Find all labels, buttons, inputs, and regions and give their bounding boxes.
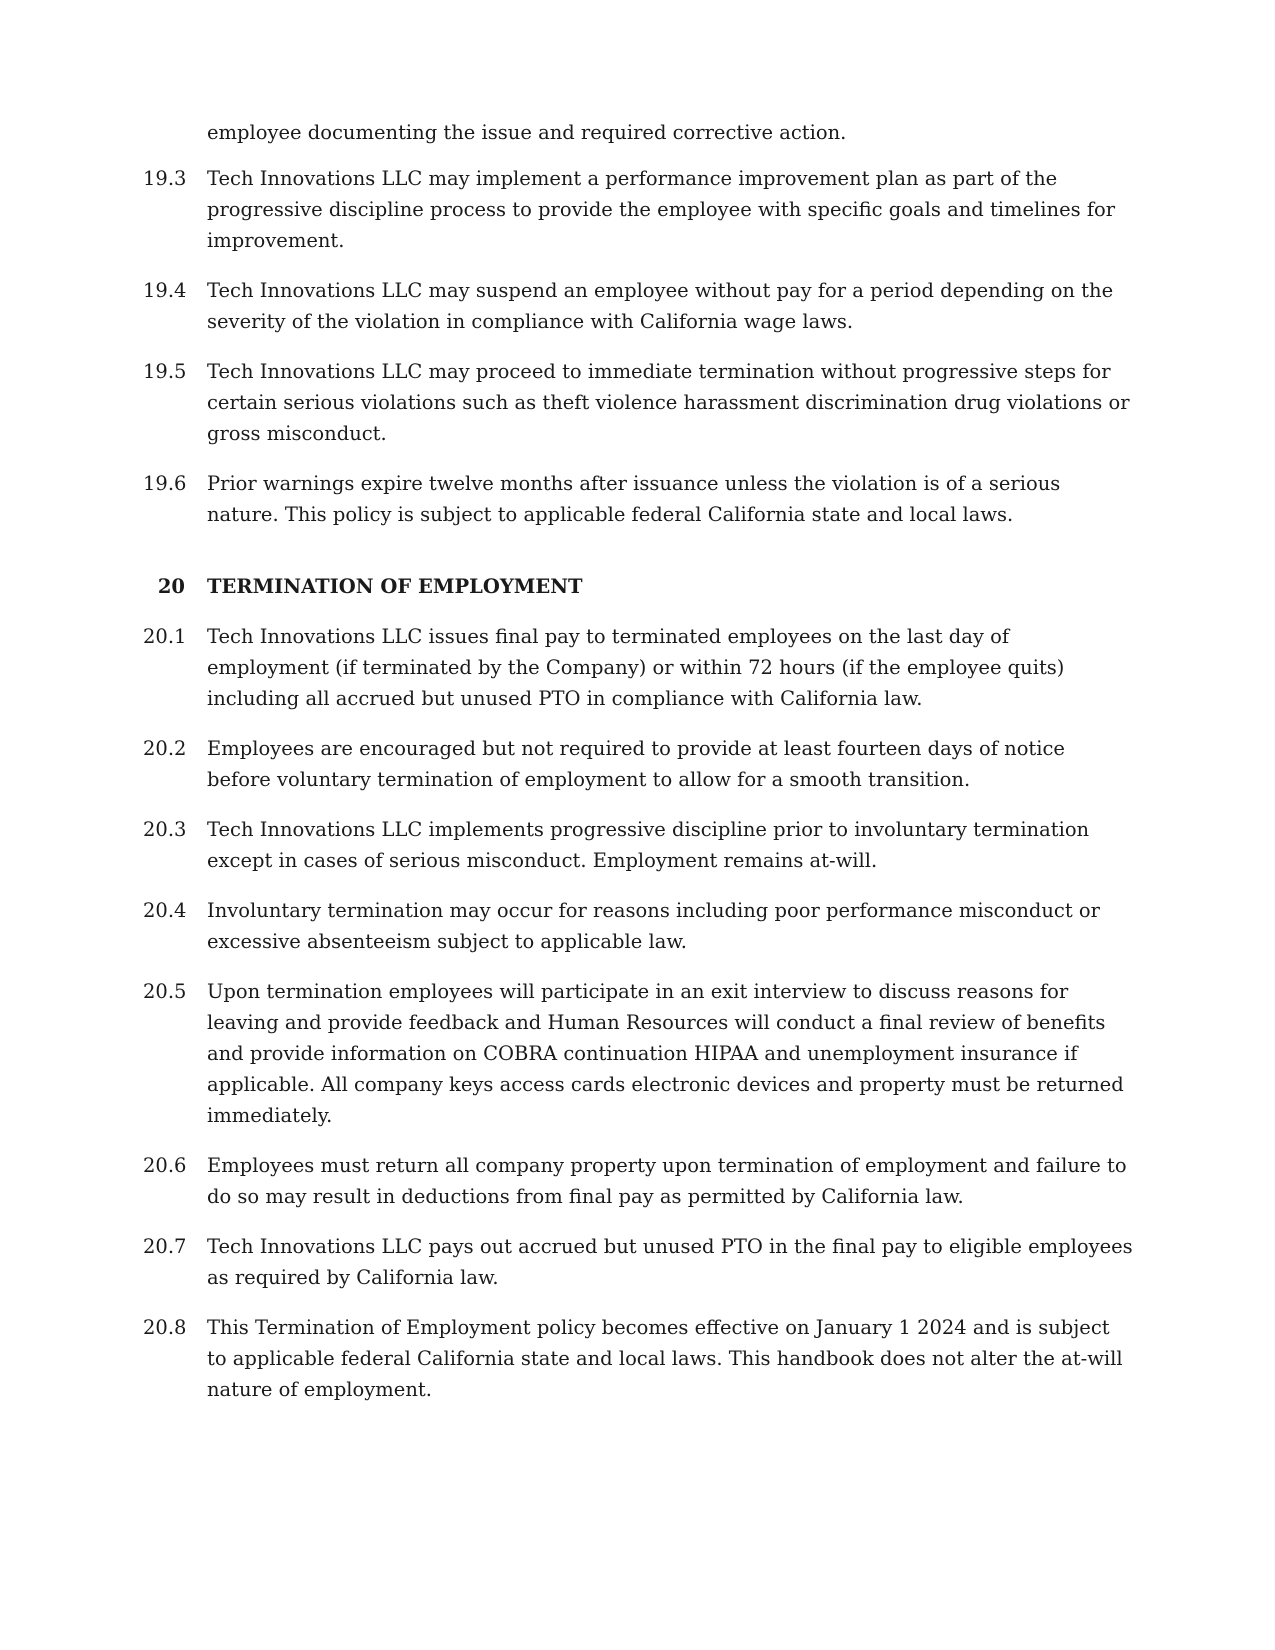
item-text: Tech Innovations LLC may proceed to immediate termination without progressive steps for certain serious violations such as theft violence harassment discrimination drug violations or gross misconduct. <box>207 360 1130 445</box>
list-item <box>143 275 1133 337</box>
list-item <box>143 1231 1133 1293</box>
item-number: 20.1 <box>143 625 187 648</box>
item-text: Tech Innovations LLC issues final pay to terminated employees on the last day of employment (if terminated by the Company) or within 72 hours (if the employee quits) including all accrued but unused PTO in compliance with California law. <box>207 625 1065 710</box>
list-item <box>143 1150 1133 1212</box>
item-number: 20.6 <box>143 1154 187 1177</box>
item-number: 20.3 <box>143 818 187 841</box>
item-number: 19.4 <box>143 279 187 302</box>
item-number: 20.4 <box>143 899 187 922</box>
item-number: 19.5 <box>143 360 187 383</box>
item-text: Employees must return all company property upon termination of employment and failure to do so may result in deductions from final pay as permitted by California law. <box>207 1154 1127 1208</box>
list-item <box>143 814 1133 876</box>
item-text: Involuntary termination may occur for reasons including poor performance misconduct or excessive absenteeism subject to applicable law. <box>207 899 1100 953</box>
item-text: Employees are encouraged but not required to provide at least fourteen days of notice before voluntary termination of employment to allow for a smooth transition. <box>207 737 1065 791</box>
item-number: 20.8 <box>143 1316 187 1339</box>
list-item <box>143 163 1133 256</box>
item-number: 19.3 <box>143 167 187 190</box>
list-item <box>143 468 1133 530</box>
item-text: Tech Innovations LLC may implement a performance improvement plan as part of the progressive discipline process to provide the employee with specific goals and timelines for improvement. <box>207 167 1116 252</box>
item-number: 20.5 <box>143 980 187 1003</box>
list-item <box>143 356 1133 449</box>
list-item <box>143 621 1133 714</box>
item-text: This Termination of Employment policy becomes effective on January 1 2024 and is subject to applicable federal California state and local laws. This handbook does not alter the at-will nature of employment. <box>207 1316 1123 1401</box>
item-text: Upon termination employees will participate in an exit interview to discuss reasons for leaving and provide feedback and Human Resources will conduct a final review of benefits and provide information on COBRA continuation HIPAA and unemployment insurance if applicable. All company keys access cards electronic devices and property must be returned immediately. <box>207 980 1124 1127</box>
list-item <box>143 976 1133 1131</box>
section-heading <box>143 571 1133 602</box>
policy-text-block <box>143 163 1133 1424</box>
list-item <box>143 895 1133 957</box>
section-title: TERMINATION OF EMPLOYMENT <box>207 575 583 598</box>
list-item <box>143 1312 1133 1405</box>
item-number: 20.2 <box>143 737 187 760</box>
item-number: 19.6 <box>143 472 187 495</box>
item-text: Prior warnings expire twelve months after issuance unless the violation is of a serious nature. This policy is subject to applicable federal California state and local laws. <box>207 472 1061 526</box>
item-number: 20.7 <box>143 1235 187 1258</box>
item-text: Tech Innovations LLC may suspend an employee without pay for a period depending on the severity of the violation in compliance with California wage laws. <box>207 279 1114 333</box>
list-item <box>143 733 1133 795</box>
item-text: Tech Innovations LLC implements progressive discipline prior to involuntary termination except in cases of serious misconduct. Employment remains at-will. <box>207 818 1090 872</box>
continuation-text: employee documenting the issue and required corrective action. <box>207 121 847 144</box>
section-number: 20 <box>157 575 185 598</box>
item-text: Tech Innovations LLC pays out accrued but unused PTO in the final pay to eligible employees as required by California law. <box>207 1235 1133 1289</box>
